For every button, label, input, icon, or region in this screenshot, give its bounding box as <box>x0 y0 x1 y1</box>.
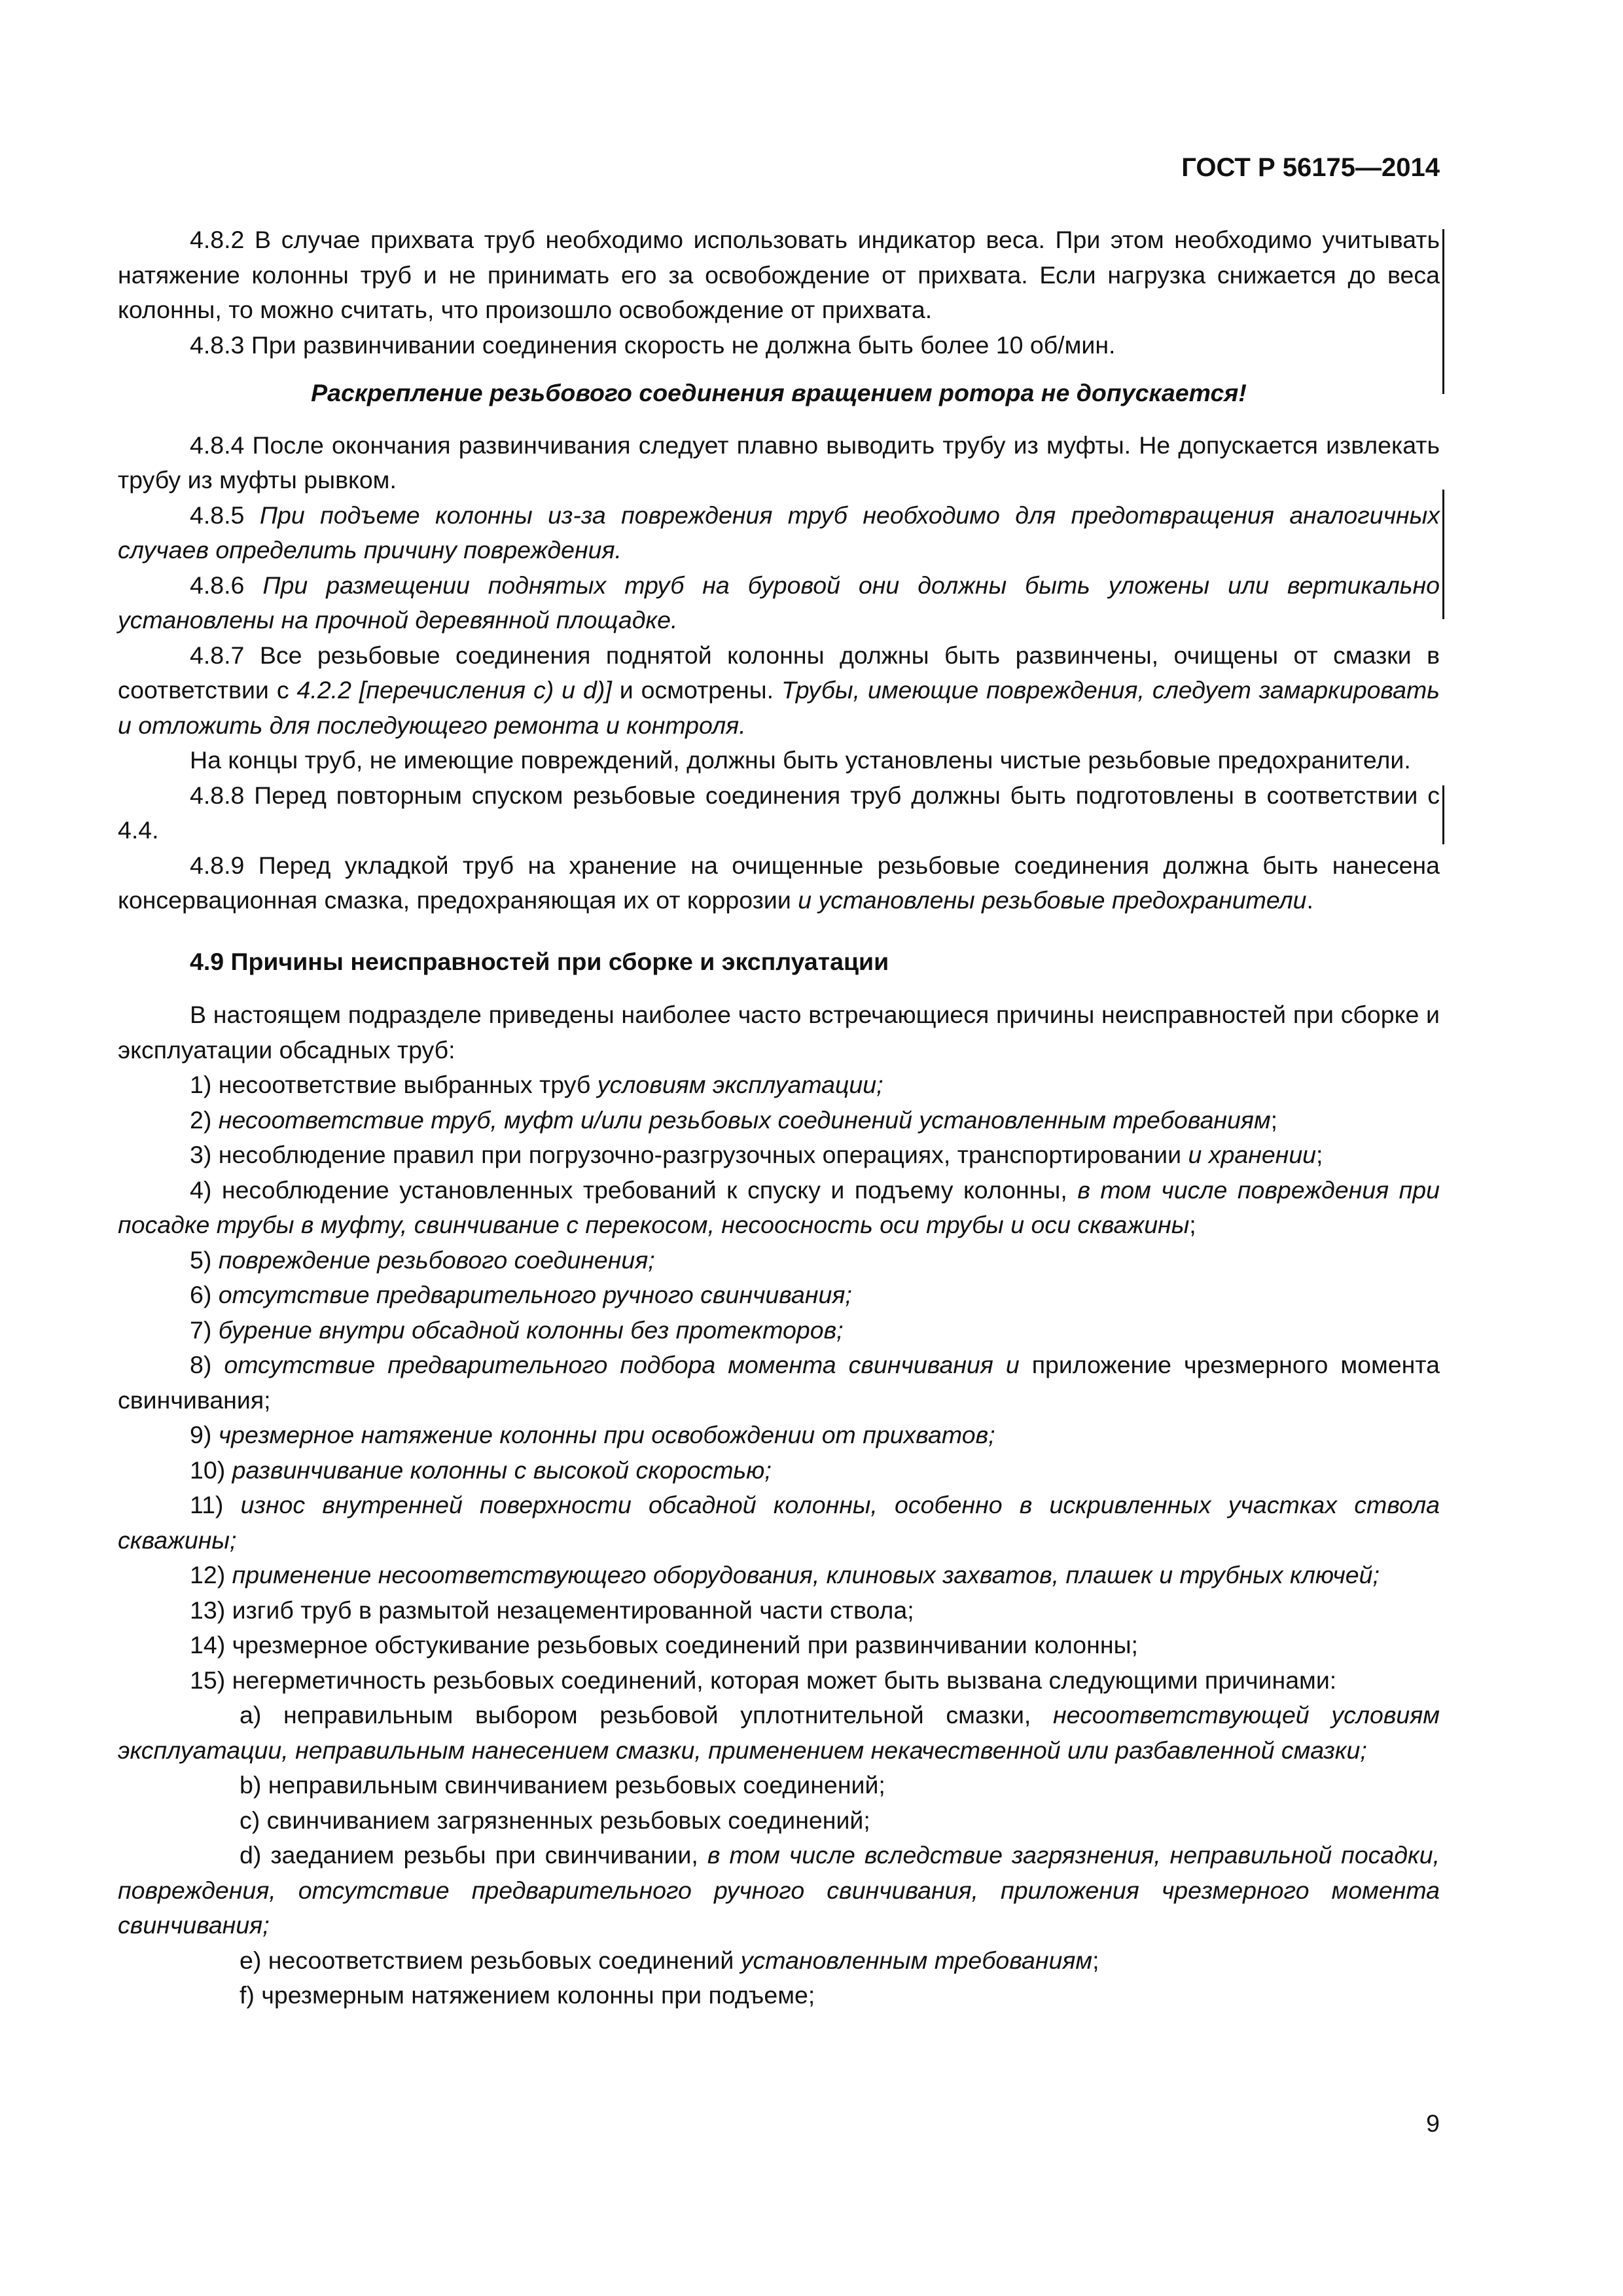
list-text: 3) несоблюдение правил при погрузочно-разгрузочных операциях, транспортировании <box>190 1141 1188 1168</box>
list-text: 6) <box>190 1281 219 1308</box>
paragraph-4-8-9: 4.8.9 Перед укладкой труб на хранение на очищенные резьбовые соединения должна быть нанесена консервационная смазка, предохраняющая их от коррозии и установлены резьбовые предохранители. <box>118 851 1440 914</box>
italic-text: условиям эксплуатации; <box>597 1071 883 1098</box>
italic-text: чрезмерное натяжение колонны при освобождении от прихватов; <box>218 1421 995 1448</box>
sub-list-item <box>118 1838 1440 1943</box>
sub-list-item: e) несоответствием резьбовых соединений установленным требованиям; <box>240 1946 1099 1974</box>
paragraph-4-8-4 <box>118 428 1440 498</box>
italic-text: установленным требованиям <box>740 1946 1093 1974</box>
list-item: 2) несоответствие труб, муфт и/или резьбовых соединений установленным требованиям; <box>190 1105 1278 1134</box>
italic-text: отсутствие предварительного ручного свинчивания; <box>218 1281 852 1308</box>
list-item <box>118 1278 1440 1313</box>
paragraph-text: 4.8.9 Перед укладкой труб на хранение на очищенные резьбовые соединения должна быть нанесена консервационная смазка, предохраняющая их от коррозии <box>118 851 1440 914</box>
italic-text: несоответствующей условиям эксплуатации, неправильным нанесением смазки, применением некачественной или разбавленной смазки; <box>118 1701 1440 1764</box>
standard-designation: ГОСТ Р 56175—2014 <box>1181 153 1440 182</box>
paragraph-4-8-8 <box>118 778 1440 848</box>
paragraph-text: На концы труб, не имеющие повреждений, должны быть установлены чистые резьбовые предохранители. <box>190 746 1411 774</box>
list-item <box>118 1593 1440 1628</box>
list-item <box>118 1488 1440 1558</box>
cross-reference: 4.2.2 [перечисления с) и d)] <box>296 676 612 704</box>
list-text: 12) <box>190 1561 232 1588</box>
sub-list-item <box>118 1768 1440 1803</box>
change-bar <box>1442 785 1444 844</box>
list-text: 7) <box>190 1316 219 1344</box>
italic-text: повреждение резьбового соединения; <box>218 1246 655 1274</box>
sub-list-item <box>118 1803 1440 1839</box>
italic-text: развинчивание колонны с высокой скоростью; <box>232 1456 772 1484</box>
list-item: 3) несоблюдение правил при погрузочно-разгрузочных операциях, транспортировании и хранении; <box>190 1141 1323 1168</box>
change-bar <box>1442 229 1444 394</box>
paragraph-text: и осмотрены. <box>611 676 782 704</box>
section-heading-4-9: 4.9 Причины неисправностей при сборке и эксплуатации <box>190 947 889 975</box>
list-item <box>118 1313 1440 1348</box>
paragraph-4-8-7-continued <box>118 743 1440 778</box>
list-text: приложение чрезмерного момента свинчивания; <box>118 1351 1440 1414</box>
list-item <box>118 1453 1440 1488</box>
page-header <box>118 149 1440 186</box>
warning-note: Раскрепление резьбового соединения вращением ротора не допускается! <box>311 379 1247 406</box>
list-text: 2) <box>190 1105 219 1134</box>
list-text: 1) несоответствие выбранных труб <box>190 1071 597 1098</box>
italic-text: несоответствие труб, муфт и/или резьбовых соединений установленным требованиям <box>218 1105 1271 1134</box>
list-text: 10) <box>190 1456 232 1484</box>
list-text: 14) чрезмерное обстукивание резьбовых соединений при развинчивании колонны; <box>190 1631 1138 1659</box>
italic-text: Трубы, имеющие повреждения, следует замаркировать и отложить для последующего ремонта и контроля. <box>118 676 1440 739</box>
italic-text: бурение внутри обсадной колонны без протекторов; <box>218 1316 844 1344</box>
page-number: 9 <box>1426 2109 1440 2137</box>
clause-number: 4.8.5 <box>190 501 260 529</box>
italic-text: При размещении поднятых труб на буровой они должны быть уложены или вертикально установлены на прочной деревянной площадке. <box>118 571 1440 634</box>
list-item <box>118 1067 1440 1103</box>
italic-text: применение несоответствующего оборудования, клиновых захватов, плашек и трубных ключей; <box>232 1561 1380 1588</box>
list-text: 8) <box>190 1351 224 1378</box>
paragraph-4-8-3 <box>118 328 1440 363</box>
list-item <box>118 1663 1440 1698</box>
paragraph-4-8-6 <box>118 568 1440 638</box>
list-text: 9) <box>190 1421 219 1448</box>
paragraph-text: В настоящем подразделе приведены наиболее часто встречающиеся причины неисправностей при сборке и эксплуатации обсадных труб: <box>118 1001 1440 1064</box>
list-item <box>118 1243 1440 1278</box>
sub-list-item <box>118 1698 1440 1768</box>
list-item <box>118 1418 1440 1453</box>
list-text: e) несоответствием резьбовых соединений <box>240 1946 741 1974</box>
paragraph-text: 4.8.7 Все резьбовые соединения поднятой колонны должны быть развинчены, очищены от смазки в соответствии с <box>118 641 1440 704</box>
list-text: c) свинчиванием загрязненных резьбовых соединений; <box>240 1806 870 1834</box>
section-intro <box>118 997 1440 1067</box>
italic-text: и хранении <box>1188 1141 1317 1168</box>
paragraph-text: 4.8.8 Перед повторным спуском резьбовые соединения труб должны быть подготовлены в соответствии с 4.4. <box>118 781 1440 844</box>
list-text: 11) <box>190 1491 241 1518</box>
list-text: f) чрезмерным натяжением колонны при подъеме; <box>240 1981 815 2009</box>
list-text: 4) несоблюдение установленных требований к спуску и подъему колонны, <box>190 1175 1078 1204</box>
sub-list-item <box>118 1978 1440 2013</box>
list-text: 13) изгиб труб в размытой незацементированной части ствола; <box>190 1596 914 1624</box>
document-body <box>118 223 1440 2013</box>
list-text: 5) <box>190 1246 219 1274</box>
list-text: 15) негерметичность резьбовых соединений, которая может быть вызвана следующими причинами: <box>190 1666 1337 1694</box>
list-text: d) заеданием резьбы при свинчивании, <box>240 1841 707 1869</box>
paragraph-4-8-5 <box>118 498 1440 568</box>
paragraph-4-8-7 <box>118 638 1440 744</box>
italic-text: При подъеме колонны из-за повреждения труб необходимо для предотвращения аналогичных случаев определить причину повреждения. <box>118 501 1440 564</box>
list-item <box>118 1628 1440 1663</box>
list-item <box>118 1348 1440 1418</box>
paragraph-text: 4.8.4 После окончания развинчивания следует плавно выводить трубу из муфты. Не допускается извлекать трубу из муфты рывком. <box>118 431 1440 493</box>
change-bar <box>1442 490 1444 619</box>
italic-text: в том числе вследствие загрязнения, неправильной посадки, повреждения, отсутствие предварительного ручного свинчивания, приложения чрезмерного момента свинчивания; <box>118 1841 1440 1939</box>
list-text: a) неправильным выбором резьбовой уплотнительной смазки, <box>240 1701 1053 1729</box>
italic-text: отсутствие предварительного подбора момента свинчивания и <box>224 1351 1020 1378</box>
paragraph-text: 4.8.2 В случае прихвата труб необходимо использовать индикатор веса. При этом необходимо учитывать натяжение колонны труб и не принимать его за освобождение от прихвата. Если нагрузка снижается до веса колонны, то можно считать, что произошло освобождение от прихвата. <box>118 226 1440 323</box>
paragraph-4-8-2 <box>118 223 1440 328</box>
paragraph-text: 4.8.3 При развинчивании соединения скорость не должна быть более 10 об/мин. <box>190 331 1116 359</box>
italic-text: в том числе повреждения при посадке трубы в муфту, свинчивание с перекосом, несоосность оси трубы и оси скважины <box>118 1175 1440 1238</box>
clause-number: 4.8.6 <box>190 571 263 599</box>
list-item: 4) несоблюдение установленных требований к спуску и подъему колонны, в том числе повреждения при посадке трубы в муфту, свинчивание с перекосом, несоосность оси трубы и оси скважины; <box>118 1175 1440 1238</box>
list-text: b) неправильным свинчиванием резьбовых соединений; <box>240 1771 885 1799</box>
italic-text: и установлены резьбовые предохранители <box>798 886 1307 914</box>
list-item <box>118 1558 1440 1593</box>
italic-text: износ внутренней поверхности обсадной колонны, особенно в искривленных участках ствола скважины; <box>118 1491 1440 1554</box>
